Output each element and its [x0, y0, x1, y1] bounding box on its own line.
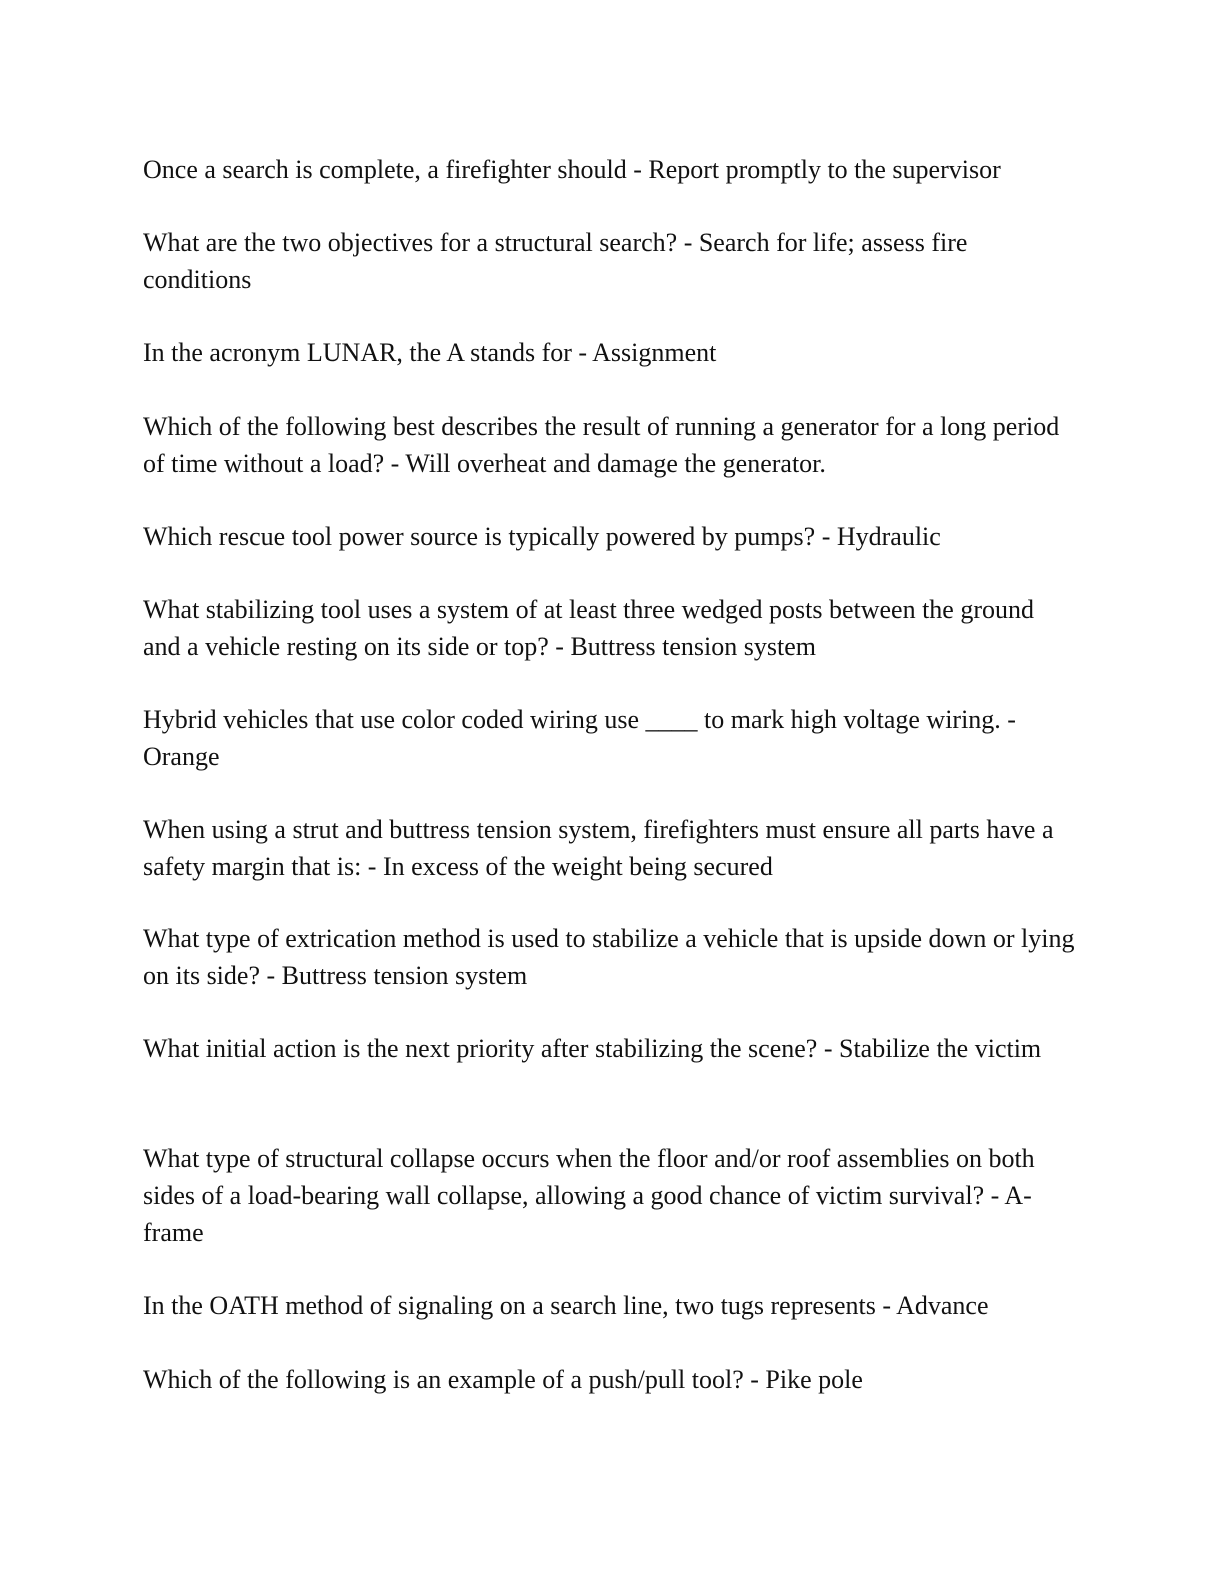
- qa-entry-12: In the OATH method of signaling on a search line, two tugs represents - Advance: [143, 1291, 989, 1320]
- qa-entry-13: Which of the following is an example of a push/pull tool? - Pike pole: [143, 1365, 863, 1394]
- qa-entry-7: Hybrid vehicles that use color coded wiring use ____ to mark high voltage wiring. - Orange: [143, 705, 1016, 771]
- qa-entry-6: What stabilizing tool uses a system of at least three wedged posts between the ground and a vehicle resting on its side or top? - Buttress tension system: [143, 595, 1034, 661]
- qa-entry-8: When using a strut and buttress tension system, firefighters must ensure all parts have a safety margin that is: - In excess of the weight being secured: [143, 815, 1054, 881]
- qa-entry-1: Once a search is complete, a firefighter should - Report promptly to the supervisor: [143, 155, 1001, 184]
- qa-entry-5: Which rescue tool power source is typically powered by pumps? - Hydraulic: [143, 522, 941, 551]
- qa-entry-11: What type of structural collapse occurs when the floor and/or roof assemblies on both sides of a load-bearing wall collapse, allowing a good chance of victim survival? - A-frame: [143, 1144, 1035, 1247]
- qa-entry-2: What are the two objectives for a structural search? - Search for life; assess fire conditions: [143, 228, 968, 294]
- qa-entry-3: In the acronym LUNAR, the A stands for - Assignment: [143, 338, 717, 367]
- qa-entry-9: What type of extrication method is used to stabilize a vehicle that is upside down or lying on its side? - Buttress tension system: [143, 924, 1075, 990]
- qa-entry-10: What initial action is the next priority after stabilizing the scene? - Stabilize the victim: [143, 1034, 1042, 1063]
- qa-entry-4: Which of the following best describes the result of running a generator for a long period of time without a load? - Will overheat and damage the generator.: [143, 412, 1060, 478]
